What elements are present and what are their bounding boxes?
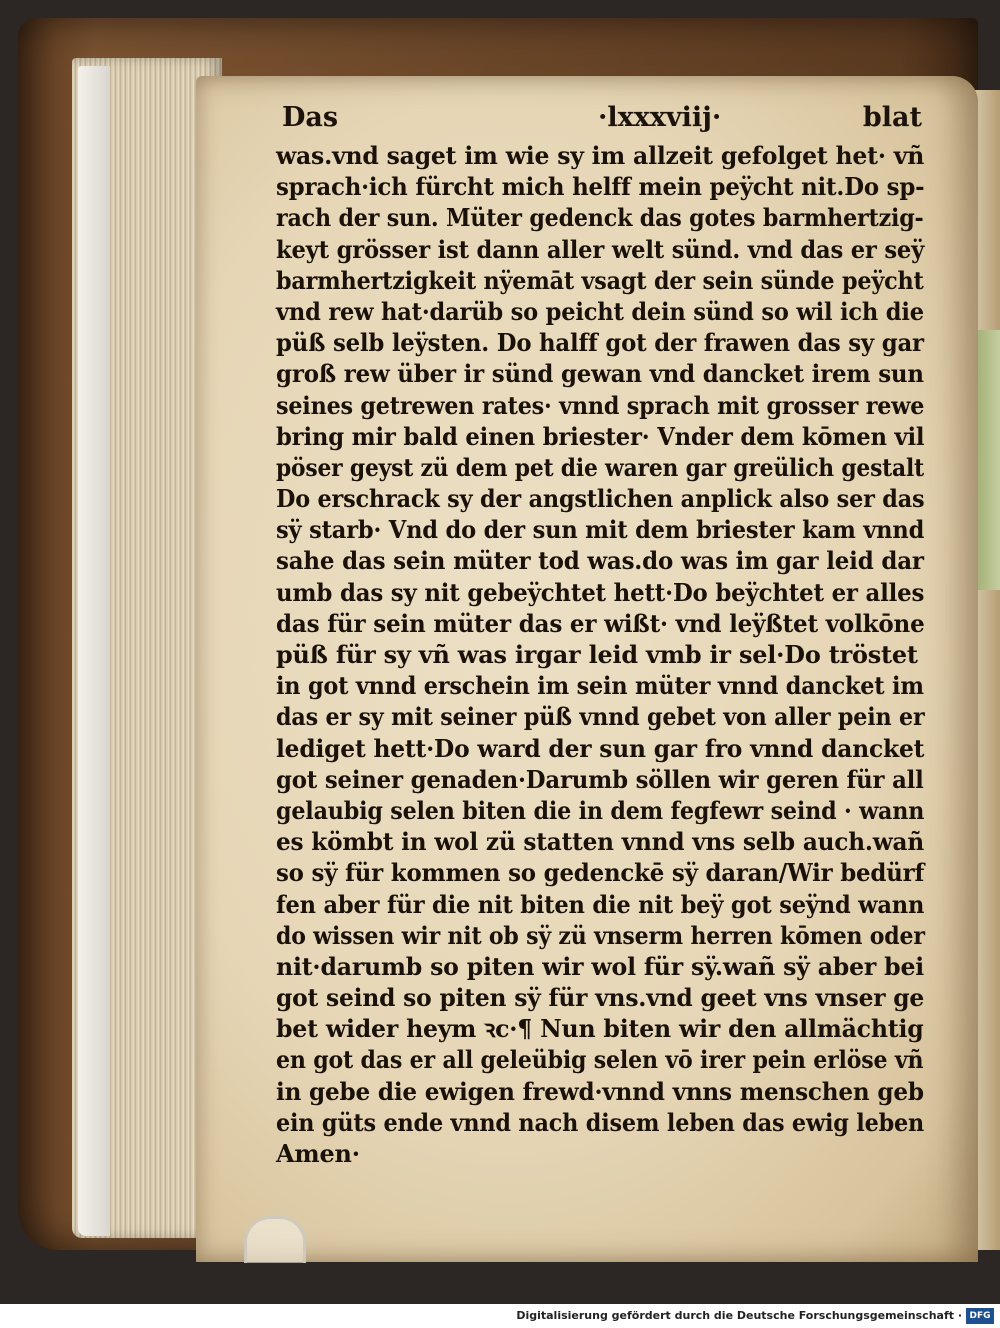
footer-bar: [0, 1304, 1000, 1328]
text-line: en got das er all geleübig selen vō irer pein erlöse vñ: [276, 1045, 924, 1075]
text-line: sahe das sein müter tod was.do was im gar leid dar: [276, 546, 924, 576]
page-edges-light: [78, 66, 110, 1236]
text-line: seines getrewen rates· vnnd sprach mit grosser rewe: [276, 390, 925, 420]
text-line: Amen·: [276, 1139, 360, 1168]
text-line: pöser geyst zü dem pet die waren gar greülich gestalt: [276, 452, 924, 482]
dfg-logo: DFG: [966, 1308, 994, 1324]
text-line: püß für sy vñ was irgar leid vmb ir sel·Do tröstet: [276, 640, 918, 669]
page-header: [282, 102, 922, 142]
text-line: Do erschrack sy der angstlichen anplick also ser das: [276, 484, 925, 514]
text-line: bet wider heym ꝛc·¶ Nun biten wir den allmächtig: [276, 1014, 924, 1044]
header-left: Das: [282, 102, 339, 133]
text-line: so sÿ für kommen so gedenckē sÿ daran/Wir bedürf: [276, 858, 925, 888]
page-tab-mark: [244, 1216, 306, 1263]
folio-number: ·lxxxviij·: [598, 102, 722, 133]
text-line: vnd rew hat·darüb so peicht dein sünd so wil ich die: [276, 296, 924, 326]
text-line: püß selb leÿsten. Do halff got der frawen das sy gar: [276, 328, 924, 358]
text-line: bring mir bald einen briester· Vnder dem kōmen vil: [276, 421, 925, 451]
text-line: rach der sun. Müter gedenck das gotes barmhertzig-: [276, 203, 924, 233]
text-line: das für sein müter das er wißt· vnd leÿßtet volkōne: [276, 608, 925, 638]
text-line: barmhertzigkeit nÿemāt vsagt der sein sünde peÿcht: [276, 265, 924, 295]
text-line: groß rew über ir sünd gewan vnd dancket irem sun: [276, 359, 924, 389]
text-line: in got vnnd erschein im sein müter vnnd dancket im: [276, 671, 924, 701]
text-line: sprach·ich fürcht mich helff mein peÿcht nit.Do sp-: [276, 172, 925, 202]
text-line: was.vnd saget im wie sy im allzeit gefolget het· vñ: [276, 141, 925, 170]
text-line: gelaubig selen biten die in dem fegfewr seind · wann: [276, 795, 925, 825]
text-line: do wissen wir nit ob sÿ zü vnserm herren kōmen oder: [276, 920, 925, 950]
text-line: sÿ starb· Vnd do der sun mit dem briester kam vnnd: [276, 515, 925, 545]
text-line: umb das sy nit gebeÿchtet hett·Do beÿchtet er alles: [276, 577, 925, 607]
text-line: fen aber für die nit biten die nit beÿ got seÿnd wann: [276, 889, 925, 919]
funding-credit: Digitalisierung gefördert durch die Deutsche Forschungsgemeinschaft ·: [516, 1309, 962, 1322]
text-line: es kömbt in wol zü statten vnnd vns selb auch.wañ: [276, 827, 925, 857]
text-line: got seiner genaden·Darumb söllen wir geren für all: [276, 764, 924, 794]
text-line: in gebe die ewigen frewd·vnnd vnns menschen geb: [276, 1076, 924, 1106]
text-line: keyt grösser ist dann aller welt sünd. vnd das er seÿ: [276, 234, 925, 264]
text-line: nit·darumb so piten wir wol für sÿ.wañ sÿ aber bei: [276, 951, 925, 981]
text-line: got seind so piten sÿ für vns.vnd geet vns vnser ge: [276, 983, 925, 1013]
header-right: blat: [862, 102, 922, 133]
text-line: das er sy mit seiner püß vnnd gebet von aller pein er: [276, 702, 925, 732]
page-text: [276, 140, 926, 1169]
text-line: lediget hett·Do ward der sun gar fro vnnd dancket: [276, 733, 925, 763]
text-line: ein güts ende vnnd nach disem leben das ewig leben: [276, 1107, 925, 1137]
